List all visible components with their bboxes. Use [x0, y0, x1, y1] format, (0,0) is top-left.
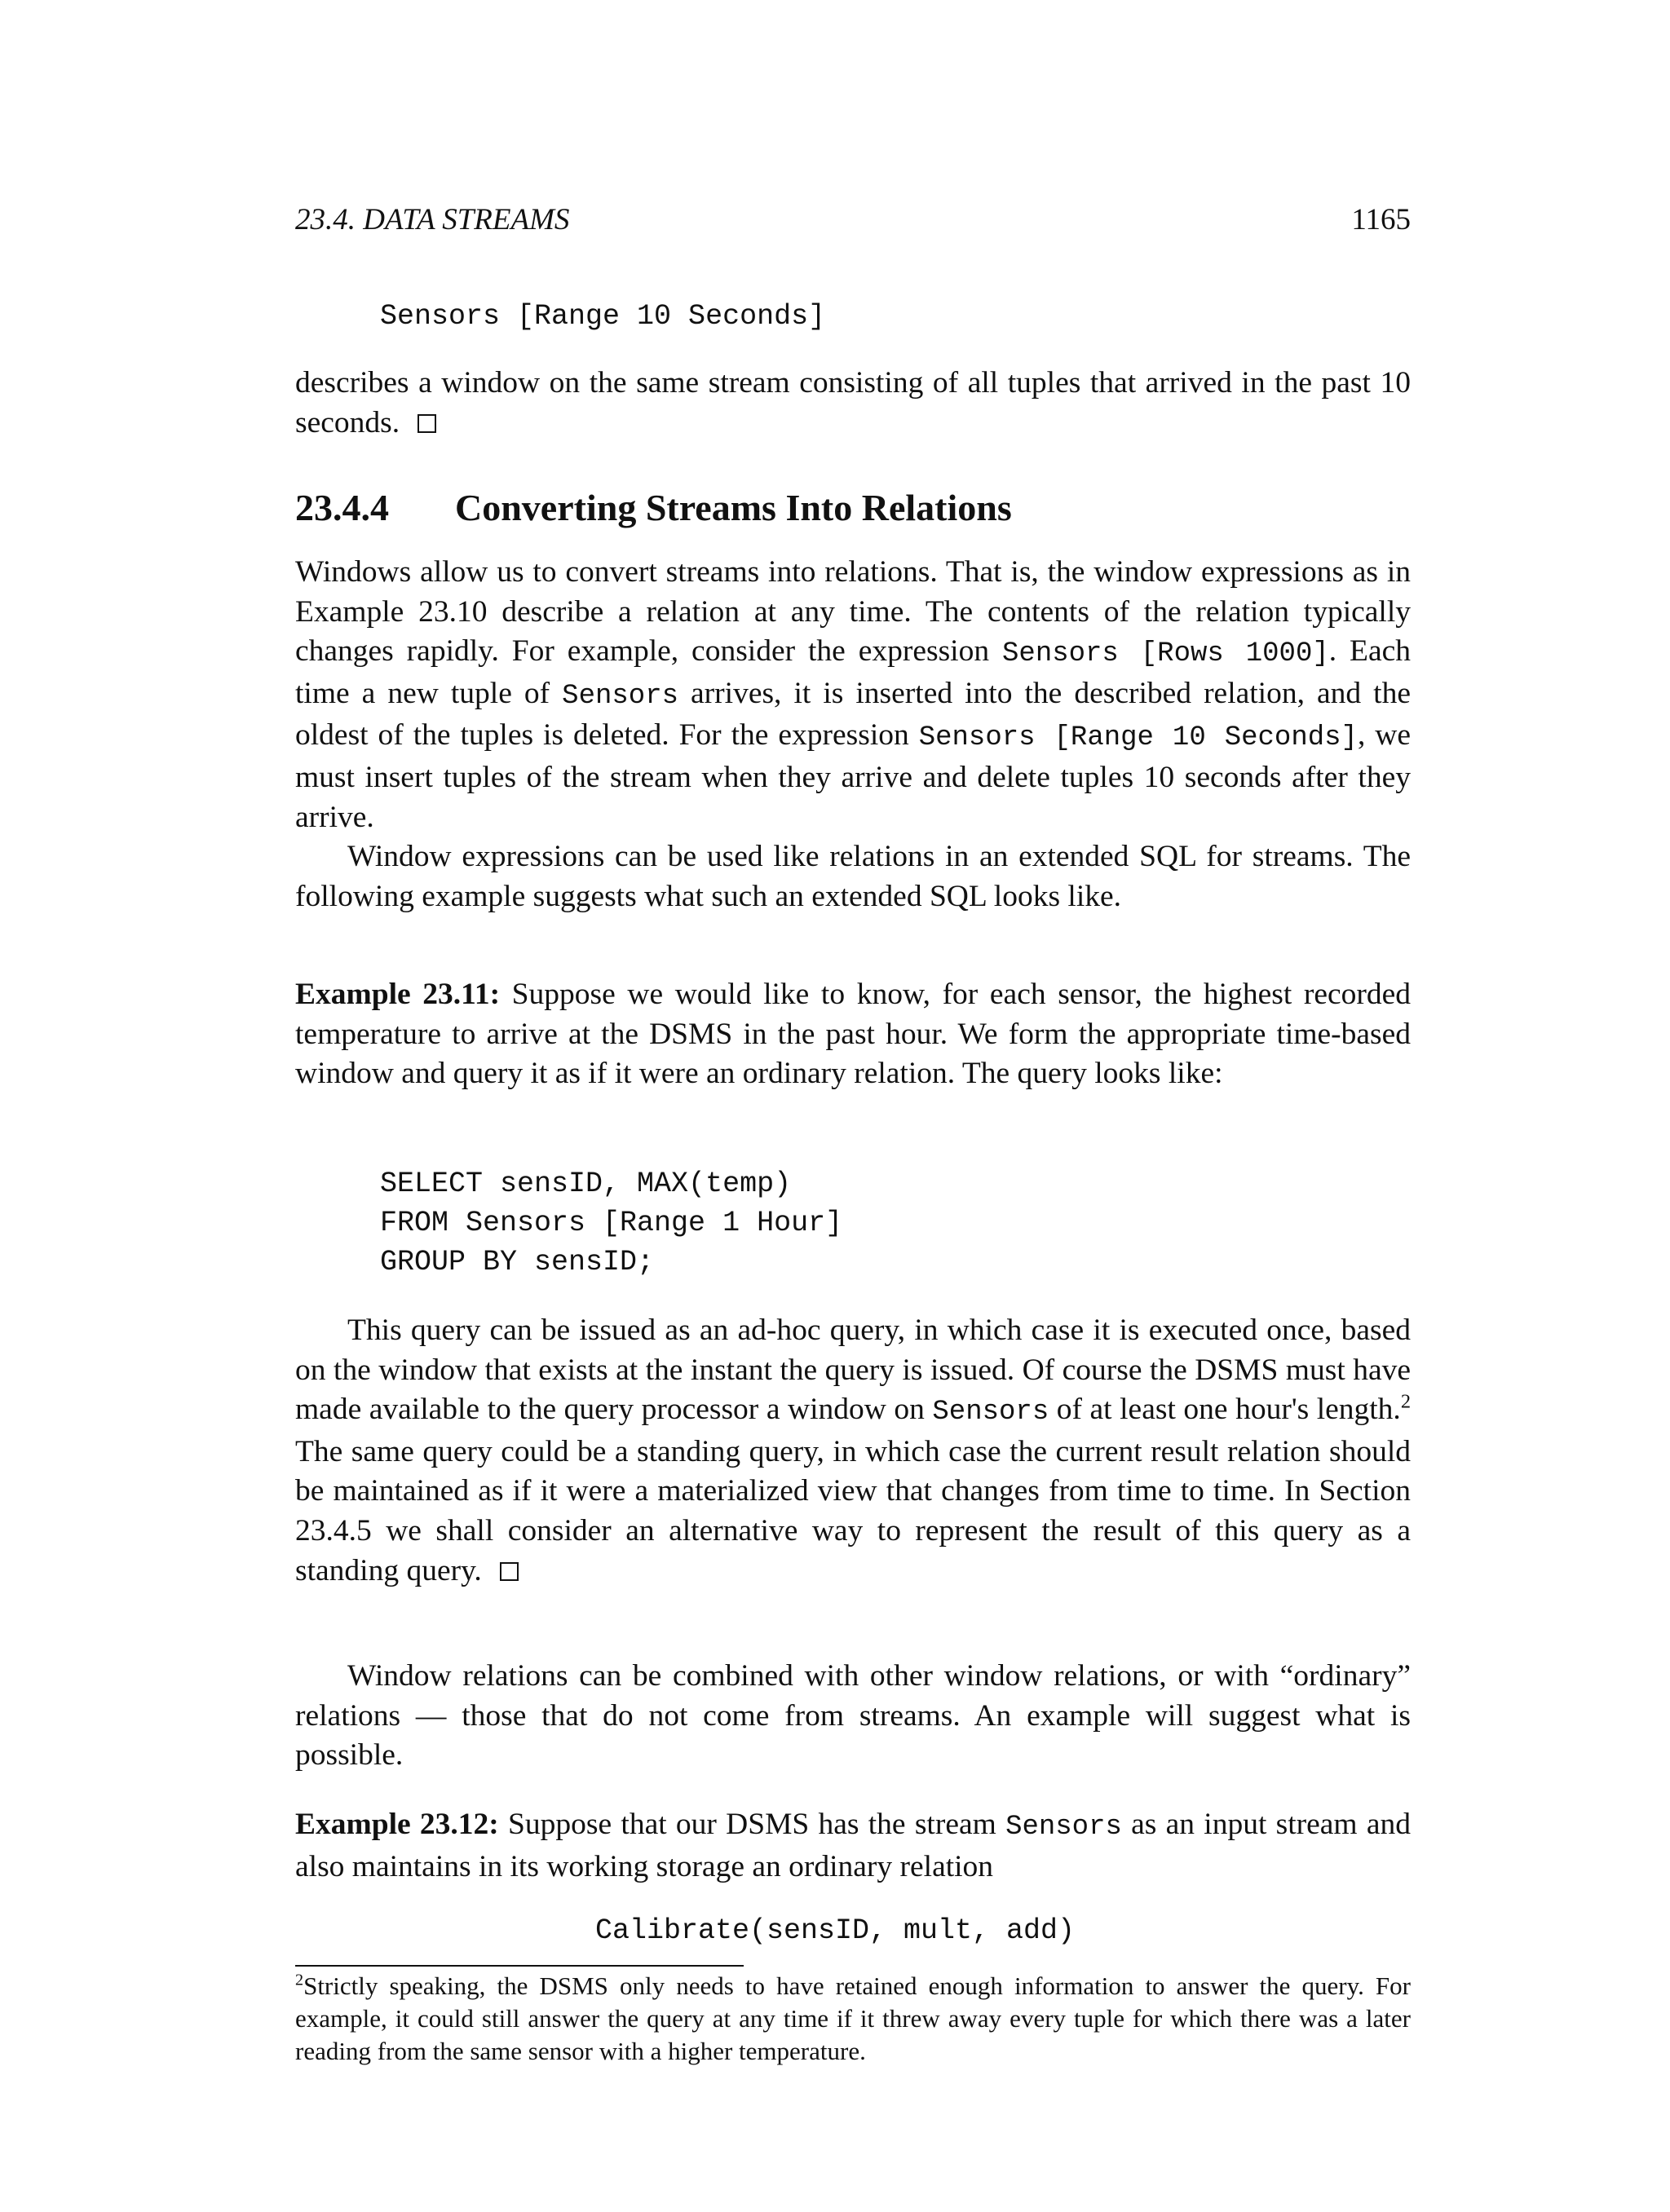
text-span: , we must insert tuples of the stream when they arrive and delete tuples 10 seconds after they arrive.	[295, 718, 1411, 834]
query-line-1: SELECT sensID, MAX(temp)	[380, 1168, 792, 1200]
text-span: Windows allow us to convert streams into relations. That is, the window expressions as in Example 23.10 describe a relation at any time. The contents of the relation typically changes rapidly. For example, consider the expression	[295, 555, 1411, 669]
example-label: Example 23.12:	[295, 1808, 499, 1841]
text-span: . Each time a new tuple of	[295, 634, 1411, 710]
text-span: Suppose that our DSMS has the stream	[498, 1808, 1006, 1841]
text-span: The same query could be a standing query, in which case the current result relation should be maintained as if it were a materialized view that changes from time to time. In Section 23.4.5 we shall consider an alternative way to represent the result of this query as a standing query.	[295, 1434, 1411, 1587]
query-line-3: GROUP BY sensID;	[380, 1246, 655, 1278]
end-of-example-icon	[500, 1562, 519, 1581]
paragraph-adhoc-query	[295, 1311, 1411, 1591]
example-text: Suppose we would like to know, for each sensor, the highest recorded temperature to arrive at the DSMS in the past hour. We form the appropriate time-based window and query it as if it were an ordinary relation. The query looks like:	[295, 978, 1411, 1091]
footnote-rule	[295, 1965, 744, 1967]
code-inline: Sensors [Range 10 Seconds]	[918, 722, 1358, 754]
paragraph-windows	[295, 553, 1411, 837]
section-number: 23.4.4	[295, 487, 389, 528]
footnote	[295, 1970, 1411, 2068]
page-number: 1165	[1351, 203, 1411, 236]
code-inline: Sensors	[932, 1397, 1049, 1428]
calibrate-relation-schema: Calibrate(sensID, mult, add)	[594, 1914, 1076, 1947]
intro-text: describes a window on the same stream consisting of all tuples that arrived in the past 10 seconds.	[295, 366, 1411, 439]
text-span: of at least one hour's length.	[1049, 1393, 1401, 1427]
text-span: This query can be issued as an ad-hoc query, in which case it is executed once, based on the window that exists at the instant the query is issued. Of course the DSMS must have made available to the query processor a window on	[295, 1314, 1411, 1427]
text-span: as an input stream and also maintains in its working storage an ordinary relation	[295, 1808, 1411, 1883]
example-23-12	[295, 1805, 1411, 1887]
section-heading	[295, 486, 1012, 529]
section-title: Converting Streams Into Relations	[455, 487, 1012, 528]
footnote-number: 2	[295, 1971, 304, 1989]
paragraph-window-relations: Window relations can be combined with other window relations, or with “ordinary” relations — those that do not come from streams. An example will suggest what is possible.	[295, 1659, 1411, 1773]
paragraph-window-expressions: Window expressions can be used like relations in an extended SQL for streams. The following example suggests what such an extended SQL looks like.	[295, 840, 1411, 913]
code-inline: Sensors [Rows 1000]	[1002, 638, 1329, 670]
text-span: arrives, it is inserted into the described relation, and the oldest of the tuples is deleted. For the expression	[295, 676, 1412, 753]
code-range-expression: Sensors [Range 10 Seconds]	[380, 300, 826, 333]
code-inline: Sensors	[1005, 1812, 1122, 1843]
example-label: Example 23.11:	[295, 978, 501, 1011]
footnote-mark: 2	[1400, 1390, 1411, 1413]
query-line-2: FROM Sensors [Range 1 Hour]	[380, 1207, 843, 1239]
footnote-text: Strictly speaking, the DSMS only needs to have retained enough information to answer the query. For example, it could still answer the query at any time if it threw away every tuple for which there was a later reading from the same sensor with a higher temperature.	[295, 1971, 1411, 2065]
running-head-section: 23.4. DATA STREAMS	[295, 203, 570, 236]
running-head	[295, 202, 1411, 243]
intro-paragraph	[295, 364, 1411, 443]
code-inline: Sensors	[562, 680, 678, 712]
example-23-11	[295, 975, 1411, 1094]
end-of-example-icon	[418, 414, 436, 433]
